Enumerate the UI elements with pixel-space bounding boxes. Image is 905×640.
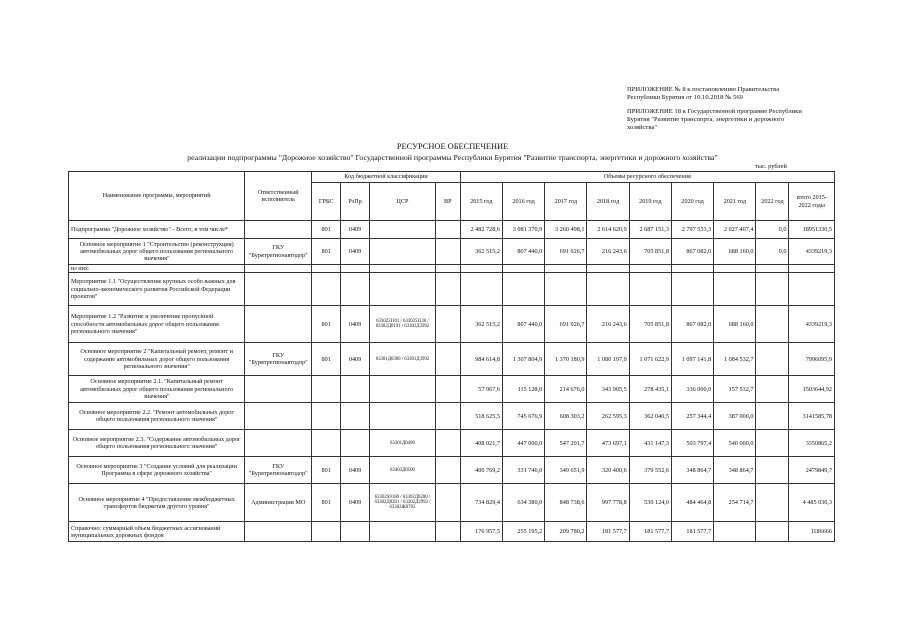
row-year-value-cell: 181 577,7 xyxy=(629,522,671,542)
row-year-value-cell: 867 082,0 xyxy=(671,306,713,343)
header-name: Наименование программы, мероприятий xyxy=(69,172,245,221)
row-total-cell: 2479849,7 xyxy=(789,457,835,484)
row-total-cell: 3141585,78 xyxy=(789,403,835,430)
annex18-block xyxy=(627,108,837,133)
row-year-value-cell: 255 195,2 xyxy=(502,522,544,542)
row-year-value-cell: 691 926,7 xyxy=(545,306,587,343)
row-year-value-cell xyxy=(502,273,544,306)
row-name-cell: Мероприятие 1.2 "Развитие и увеличение пропускной способности автомобильных дорог общего пользования регионального значения" xyxy=(69,306,245,343)
row-grbs-cell xyxy=(312,273,341,306)
row-executor-cell xyxy=(245,221,312,239)
row-year-value-cell: 349 651,9 xyxy=(545,457,587,484)
row-year-value-cell xyxy=(756,522,789,542)
row-executor-cell: ГКУ "Бурятрегионавтодор" xyxy=(245,343,312,376)
row-rzpr-cell: 0409 xyxy=(341,221,370,239)
row-vr-cell xyxy=(435,306,460,343)
annex18-line1: ПРИЛОЖЕНИЕ 18 к Государственной программе Республики xyxy=(627,108,802,115)
row-year-value-cell: 387 000,0 xyxy=(714,403,756,430)
row-grbs-cell xyxy=(312,265,341,273)
row-vr-cell xyxy=(435,265,460,273)
row-year-value-cell: 997 778,8 xyxy=(587,484,629,522)
row-year-value-cell: 688 160,0 xyxy=(714,306,756,343)
row-year-value-cell: 705 851,8 xyxy=(629,306,671,343)
row-year-value-cell: 348 864,7 xyxy=(671,457,713,484)
header-year: 2019 год xyxy=(629,183,671,221)
row-csr-cell xyxy=(369,265,435,273)
row-year-value-cell: 691 926,7 xyxy=(545,239,587,265)
row-year-value-cell: 608 303,2 xyxy=(545,403,587,430)
row-year-value-cell: 688 160,0 xyxy=(714,239,756,265)
row-year-value-cell xyxy=(629,265,671,273)
row-csr-cell: 633025І101 / 633025І130 / 63302Д0191 / 63302Д3992 xyxy=(369,306,435,343)
row-year-value-cell: 214 676,0 xyxy=(545,376,587,403)
row-name-cell: Основное мероприятие 4 "Предоставление межбюджетных трансфертов бюджетам другого уровня" xyxy=(69,484,245,522)
row-year-value-cell xyxy=(714,273,756,306)
row-year-value-cell: 547 201,7 xyxy=(545,430,587,457)
row-year-value-cell: 278 435,1 xyxy=(629,376,671,403)
row-total-cell xyxy=(789,265,835,273)
row-year-value-cell: 1 080 197,9 xyxy=(587,343,629,376)
row-total-cell: 1186666 xyxy=(789,522,835,542)
row-name-cell: Основное мероприятие 2.1. "Капитальный ремонт автомобильных дорог общего пользования регионального значения" xyxy=(69,376,245,403)
row-grbs-cell: 801 xyxy=(312,484,341,522)
header-year: 2018 год xyxy=(587,183,629,221)
row-year-value-cell xyxy=(587,265,629,273)
row-year-value-cell: 3 081 370,9 xyxy=(502,221,544,239)
row-executor-cell xyxy=(245,265,312,273)
row-year-value-cell xyxy=(756,343,789,376)
row-year-value-cell xyxy=(460,265,502,273)
row-rzpr-cell: 0409 xyxy=(341,306,370,343)
row-rzpr-cell xyxy=(341,376,370,403)
row-year-value-cell: 473 697,1 xyxy=(587,430,629,457)
table-row xyxy=(69,239,835,265)
row-total-cell: 4339219,3 xyxy=(789,239,835,265)
row-name-cell: из них: xyxy=(69,265,245,273)
row-executor-cell xyxy=(245,522,312,542)
row-executor-cell: ГКУ "Бурятрегионавтодор" xyxy=(245,239,312,265)
row-vr-cell xyxy=(435,484,460,522)
row-year-value-cell: 181 577,7 xyxy=(587,522,629,542)
header-year: 2022 год xyxy=(756,183,789,221)
row-year-value-cell: 408 021,7 xyxy=(460,430,502,457)
header-vr: ВР xyxy=(435,183,460,221)
row-csr-cell: 63302S9180 / 63302Д0200 / 63302Д0201 / 63302Д3992 / 63302Ж0702 xyxy=(369,484,435,522)
annex8-line1: ПРИЛОЖЕНИЕ № 8 к постановлению Правительства xyxy=(627,86,780,93)
row-year-value-cell: 2 687 151,3 xyxy=(629,221,671,239)
row-year-value-cell: 362 515,2 xyxy=(460,306,502,343)
row-grbs-cell: 801 xyxy=(312,221,341,239)
row-grbs-cell xyxy=(312,430,341,457)
row-year-value-cell: 115 128,0 xyxy=(502,376,544,403)
row-executor-cell xyxy=(245,306,312,343)
row-year-value-cell: 336 000,0 xyxy=(671,376,713,403)
row-year-value-cell xyxy=(756,376,789,403)
row-year-value-cell: 807 440,0 xyxy=(502,239,544,265)
row-year-value-cell xyxy=(460,273,502,306)
header-year: 2020 год xyxy=(671,183,713,221)
row-year-value-cell: 2 797 553,3 xyxy=(671,221,713,239)
document-title: РЕСУРСНОЕ ОБЕСПЕЧЕНИЕ xyxy=(396,142,509,151)
row-year-value-cell xyxy=(756,457,789,484)
row-year-value-cell xyxy=(756,306,789,343)
row-vr-cell xyxy=(435,239,460,265)
header-year: 2016 год xyxy=(502,183,544,221)
row-grbs-cell: 801 xyxy=(312,239,341,265)
annex8-line2: Республики Бурятия от 10.10.2018 № 569 xyxy=(627,94,743,102)
row-year-value-cell: 634 380,0 xyxy=(502,484,544,522)
row-csr-cell: 63301Д0400 xyxy=(369,430,435,457)
row-csr-cell: 63403Д0500 xyxy=(369,457,435,484)
row-vr-cell xyxy=(435,430,460,457)
row-year-value-cell: 379 552,6 xyxy=(629,457,671,484)
row-name-cell: Основное мероприятие 2.2. "Ремонт автомобильных дорог общего пользования регионального значения" xyxy=(69,403,245,430)
row-year-value-cell: 1 084 532,7 xyxy=(714,343,756,376)
row-executor-cell xyxy=(245,376,312,403)
row-year-value-cell: 807 440,0 xyxy=(502,306,544,343)
row-year-value-cell xyxy=(671,265,713,273)
header-csr: ЦСР xyxy=(369,183,435,221)
row-total-cell: 4 485 030,3 xyxy=(789,484,835,522)
row-csr-cell xyxy=(369,403,435,430)
table-row xyxy=(69,430,835,457)
row-grbs-cell: 801 xyxy=(312,306,341,343)
row-year-value-cell: 348 864,7 xyxy=(714,457,756,484)
row-vr-cell xyxy=(435,376,460,403)
row-year-value-cell: 540 000,0 xyxy=(714,430,756,457)
resource-table xyxy=(68,171,835,542)
row-name-cell: Мероприятие 1.1 "Осуществление крупных особо важных для социально-экономического развития Российской Федерации проектов" xyxy=(69,273,245,306)
table-row xyxy=(69,403,835,430)
header-year: 2021 год xyxy=(714,183,756,221)
annex8-block xyxy=(627,86,837,102)
row-year-value-cell xyxy=(756,265,789,273)
row-rzpr-cell: 0409 xyxy=(341,484,370,522)
table-row xyxy=(69,376,835,403)
row-year-value-cell: 734 829,4 xyxy=(460,484,502,522)
row-year-value-cell: 3 260 498,1 xyxy=(545,221,587,239)
row-year-value-cell xyxy=(671,273,713,306)
row-year-value-cell: 1 307 804,9 xyxy=(502,343,544,376)
row-rzpr-cell: 0409 xyxy=(341,239,370,265)
row-grbs-cell xyxy=(312,522,341,542)
row-rzpr-cell xyxy=(341,265,370,273)
row-year-value-cell xyxy=(756,430,789,457)
table-row xyxy=(69,221,835,239)
row-vr-cell xyxy=(435,221,460,239)
row-rzpr-cell xyxy=(341,430,370,457)
row-csr-cell xyxy=(369,273,435,306)
header-year: 2017 год xyxy=(545,183,587,221)
row-vr-cell xyxy=(435,457,460,484)
row-year-value-cell xyxy=(714,265,756,273)
row-total-cell: 4339219,3 xyxy=(789,306,835,343)
header-volume: Объемы ресурсного обеспечения xyxy=(460,172,834,183)
row-year-value-cell: 0,0 xyxy=(756,221,789,239)
row-year-value-cell: 530 124,0 xyxy=(629,484,671,522)
row-executor-cell xyxy=(245,273,312,306)
row-name-cell: Основное мероприятие 1 "Строительство (реконструкция) автомобильных дорог общего пользования регионального значения" xyxy=(69,239,245,265)
row-year-value-cell xyxy=(502,265,544,273)
annex18-line3: хозяйства" xyxy=(627,124,657,132)
row-year-value-cell: 0,0 xyxy=(756,239,789,265)
row-year-value-cell: 343 905,5 xyxy=(587,376,629,403)
row-year-value-cell: 209 780,2 xyxy=(545,522,587,542)
row-total-cell xyxy=(789,273,835,306)
row-year-value-cell: 503 797,4 xyxy=(671,430,713,457)
row-csr-cell xyxy=(369,221,435,239)
row-total-cell: 3350865,2 xyxy=(789,430,835,457)
row-vr-cell xyxy=(435,343,460,376)
row-year-value-cell: 362 515,2 xyxy=(460,239,502,265)
row-year-value-cell: 1 370 180,9 xyxy=(545,343,587,376)
table-row xyxy=(69,273,835,306)
row-year-value-cell: 216 243,6 xyxy=(587,306,629,343)
row-csr-cell xyxy=(369,376,435,403)
table-row xyxy=(69,343,835,376)
row-year-value-cell: 431 147,3 xyxy=(629,430,671,457)
row-year-value-cell: 57 967,6 xyxy=(460,376,502,403)
header-grbs: ГРБС xyxy=(312,183,341,221)
row-year-value-cell: 254 714,7 xyxy=(714,484,756,522)
row-year-value-cell: 400 769,2 xyxy=(460,457,502,484)
row-total-cell: 1503644,92 xyxy=(789,376,835,403)
row-total-cell: 18951330,5 xyxy=(789,221,835,239)
header-executor: Ответственный исполнитель xyxy=(245,172,312,221)
row-rzpr-cell: 0409 xyxy=(341,343,370,376)
row-csr-cell xyxy=(369,522,435,542)
row-rzpr-cell xyxy=(341,403,370,430)
row-year-value-cell: 2 027 407,4 xyxy=(714,221,756,239)
header-total: итого 2015-2022 годы xyxy=(789,183,835,221)
row-csr-cell: 63301Д0300 / 63301Д3992 xyxy=(369,343,435,376)
row-year-value-cell: 1 097 141,8 xyxy=(671,343,713,376)
row-year-value-cell: 216 243,6 xyxy=(587,239,629,265)
row-year-value-cell: 2 482 728,6 xyxy=(460,221,502,239)
annex18-line2: Бурятия "Развитие транспорта, энергетики и дорожного xyxy=(627,116,785,124)
units-label: тыс. рублей xyxy=(755,163,787,170)
row-year-value-cell xyxy=(756,273,789,306)
row-year-value-cell: 705 851,8 xyxy=(629,239,671,265)
row-year-value-cell: 984 614,8 xyxy=(460,343,502,376)
table-row xyxy=(69,457,835,484)
row-name-cell: Основное мероприятие 3 "Создание условий для реализации Программа в сфере дорожного хозяйства" xyxy=(69,457,245,484)
row-year-value-cell: 745 676,9 xyxy=(502,403,544,430)
row-executor-cell: Администрации МО xyxy=(245,484,312,522)
row-year-value-cell: 362 040,5 xyxy=(629,403,671,430)
row-year-value-cell: 518 625,5 xyxy=(460,403,502,430)
row-year-value-cell: 447 000,0 xyxy=(502,430,544,457)
table-row xyxy=(69,484,835,522)
row-year-value-cell: 176 957,5 xyxy=(460,522,502,542)
row-year-value-cell: 1 071 622,9 xyxy=(629,343,671,376)
row-name-cell: Подпрограмма "Дорожное хозяйство" - Всего, в том числе* xyxy=(69,221,245,239)
row-year-value-cell xyxy=(587,273,629,306)
row-year-value-cell xyxy=(545,265,587,273)
row-grbs-cell: 801 xyxy=(312,343,341,376)
row-vr-cell xyxy=(435,522,460,542)
row-year-value-cell xyxy=(629,273,671,306)
header-rzpr: РзПр xyxy=(341,183,370,221)
row-vr-cell xyxy=(435,273,460,306)
row-name-cell: Основное мероприятие 2.3. "Содержание автомобильных дорог общего пользования регионального значения" xyxy=(69,430,245,457)
table-row xyxy=(69,306,835,343)
document-subtitle: реализации подпрограммы "Дорожное хозяйство" Государственной программы Республики Бурятия "Развитие транспорта, энергетики и дорожного хозяйства" xyxy=(187,153,718,162)
row-executor-cell xyxy=(245,430,312,457)
row-year-value-cell: 157 532,7 xyxy=(714,376,756,403)
row-executor-cell xyxy=(245,403,312,430)
row-grbs-cell: 801 xyxy=(312,457,341,484)
row-rzpr-cell: 0409 xyxy=(341,457,370,484)
row-rzpr-cell xyxy=(341,273,370,306)
table-row xyxy=(69,522,835,542)
row-year-value-cell: 848 738,6 xyxy=(545,484,587,522)
row-year-value-cell xyxy=(545,273,587,306)
row-year-value-cell xyxy=(756,484,789,522)
row-name-cell: Справочно: суммарный объем бюджетных ассигнований муниципальных дорожных фондов xyxy=(69,522,245,542)
row-year-value-cell: 331 746,0 xyxy=(502,457,544,484)
row-year-value-cell xyxy=(756,403,789,430)
row-year-value-cell: 2 614 620,9 xyxy=(587,221,629,239)
header-year: 2015 год xyxy=(460,183,502,221)
row-year-value-cell xyxy=(714,522,756,542)
row-csr-cell xyxy=(369,239,435,265)
row-total-cell: 7996095,9 xyxy=(789,343,835,376)
row-grbs-cell xyxy=(312,376,341,403)
row-year-value-cell: 262 595,3 xyxy=(587,403,629,430)
row-vr-cell xyxy=(435,403,460,430)
row-year-value-cell: 181 577,7 xyxy=(671,522,713,542)
row-grbs-cell xyxy=(312,403,341,430)
row-year-value-cell: 484 464,8 xyxy=(671,484,713,522)
header-budget-code: Код бюджетной классификации xyxy=(312,172,460,183)
row-name-cell: Основное мероприятие 2 "Капитальный ремонт, ремонт и содержание автомобильных дорог общего пользования регионального значения" xyxy=(69,343,245,376)
row-year-value-cell: 320 400,6 xyxy=(587,457,629,484)
table-row xyxy=(69,265,835,273)
row-year-value-cell: 867 082,0 xyxy=(671,239,713,265)
row-executor-cell: ГКУ "Бурятрегионавтодор" xyxy=(245,457,312,484)
row-rzpr-cell xyxy=(341,522,370,542)
row-year-value-cell: 257 344,4 xyxy=(671,403,713,430)
